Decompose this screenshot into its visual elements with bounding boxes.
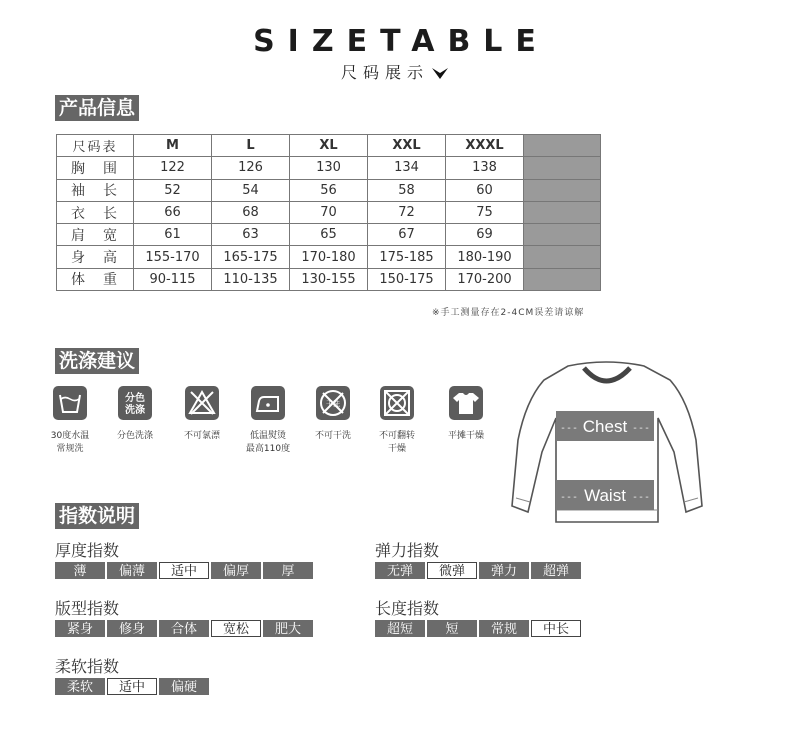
row-label: 衣 长 [57, 201, 134, 223]
page-subtitle [0, 60, 790, 83]
index-option-selected: 微弹 [427, 562, 477, 579]
table-cell: 56 [290, 179, 368, 201]
svg-text:干洗: 干洗 [326, 400, 340, 408]
low-iron-icon [250, 385, 286, 421]
table-cell: 63 [212, 224, 290, 246]
table-row [57, 201, 601, 223]
svg-text:---: --- [632, 423, 651, 434]
table-cell: 110-135 [212, 268, 290, 290]
waist-label: Waist [584, 486, 626, 505]
table-cell: 66 [134, 201, 212, 223]
wash-item [238, 385, 298, 456]
table-shade-cell [524, 224, 601, 246]
table-cell: 180-190 [446, 246, 524, 268]
index-option: 短 [427, 620, 477, 637]
table-cell: 75 [446, 201, 524, 223]
row-label: 身 高 [57, 246, 134, 268]
table-cell: 52 [134, 179, 212, 201]
table-note: ※手工测量存在2-4CM误差请谅解 [432, 308, 585, 318]
index-option: 弹力 [479, 562, 529, 579]
index-title: 长度指数 [375, 599, 440, 618]
table-cell: 175-185 [368, 246, 446, 268]
table-cell: 155-170 [134, 246, 212, 268]
wash-item [367, 385, 427, 456]
table-shade-cell [524, 179, 601, 201]
page-title: SIZETABLE [253, 24, 549, 59]
svg-text:---: --- [560, 423, 579, 434]
flat-dry-icon [448, 385, 484, 421]
wash-item [172, 385, 232, 443]
wash-label: 平摊干燥 [447, 431, 484, 441]
table-cell: 61 [134, 224, 212, 246]
index-title: 柔软指数 [55, 657, 120, 676]
size-header: XXXL [446, 135, 524, 157]
table-row [57, 179, 601, 201]
size-table [56, 134, 601, 291]
wash-item [40, 385, 100, 456]
index-scale [375, 620, 583, 637]
subtitle-text: 尺码展示 [340, 63, 429, 82]
wash-item [105, 385, 165, 443]
size-header: L [212, 135, 290, 157]
svg-text:---: --- [632, 492, 651, 503]
table-cell: 130 [290, 157, 368, 179]
table-corner: 尺码表 [57, 135, 134, 157]
table-cell: 67 [368, 224, 446, 246]
size-header: XL [290, 135, 368, 157]
table-shade-cell [524, 268, 601, 290]
index-option: 厚 [263, 562, 313, 579]
wash-label: 分色洗涤 [116, 431, 153, 441]
table-cell: 170-180 [290, 246, 368, 268]
wash-label: 不可氯漂 [183, 431, 220, 441]
wash-30-icon [52, 385, 88, 421]
table-header-row [57, 135, 601, 157]
row-label: 肩 宽 [57, 224, 134, 246]
table-cell: 170-200 [446, 268, 524, 290]
index-option-selected: 中长 [531, 620, 581, 637]
table-cell: 68 [212, 201, 290, 223]
table-cell: 69 [446, 224, 524, 246]
chevron-down-icon [431, 67, 449, 81]
table-cell: 165-175 [212, 246, 290, 268]
index-option-selected: 适中 [107, 678, 157, 695]
table-cell: 134 [368, 157, 446, 179]
table-cell: 58 [368, 179, 446, 201]
size-header: M [134, 135, 212, 157]
index-option: 紧身 [55, 620, 105, 637]
table-row [57, 246, 601, 268]
table-cell: 60 [446, 179, 524, 201]
index-option: 常规 [479, 620, 529, 637]
table-row [57, 268, 601, 290]
separate-wash-icon [117, 385, 153, 421]
table-shade-cell [524, 135, 601, 157]
svg-text:---: --- [560, 492, 579, 503]
wash-label: 不可干洗 [314, 431, 351, 441]
index-option: 偏薄 [107, 562, 157, 579]
index-option: 柔软 [55, 678, 105, 695]
svg-text:洗涤: 洗涤 [125, 405, 145, 416]
index-scale [55, 678, 211, 695]
index-option: 无弹 [375, 562, 425, 579]
wash-item [303, 385, 363, 443]
table-shade-cell [524, 157, 601, 179]
section-title-wash: 洗涤建议 [55, 348, 139, 374]
index-title: 版型指数 [55, 599, 120, 618]
table-cell: 130-155 [290, 268, 368, 290]
table-cell: 54 [212, 179, 290, 201]
table-cell: 65 [290, 224, 368, 246]
index-option: 薄 [55, 562, 105, 579]
index-option: 超短 [375, 620, 425, 637]
index-option: 偏厚 [211, 562, 261, 579]
table-shade-cell [524, 201, 601, 223]
section-title-index: 指数说明 [55, 503, 139, 529]
index-title: 弹力指数 [375, 541, 440, 560]
section-title-product: 产品信息 [55, 95, 139, 121]
wash-label: 不可翻转 干燥 [378, 431, 415, 454]
index-title: 厚度指数 [55, 541, 120, 560]
index-option: 偏硬 [159, 678, 209, 695]
table-cell: 138 [446, 157, 524, 179]
table-cell: 122 [134, 157, 212, 179]
index-option: 修身 [107, 620, 157, 637]
table-row [57, 157, 601, 179]
index-scale [375, 562, 583, 579]
wash-label: 低温熨烫 最高110度 [245, 431, 291, 454]
row-label: 袖 长 [57, 179, 134, 201]
table-cell: 90-115 [134, 268, 212, 290]
index-option-selected: 宽松 [211, 620, 261, 637]
row-label: 体 重 [57, 268, 134, 290]
index-option: 肥大 [263, 620, 313, 637]
index-scale [55, 562, 315, 579]
table-cell: 72 [368, 201, 446, 223]
index-option: 合体 [159, 620, 209, 637]
index-scale [55, 620, 315, 637]
wash-label: 30度水温 常规洗 [50, 431, 90, 454]
table-shade-cell [524, 246, 601, 268]
chest-label: Chest [582, 417, 628, 436]
table-cell: 70 [290, 201, 368, 223]
row-label: 胸 围 [57, 157, 134, 179]
no-tumble-dry-icon [379, 385, 415, 421]
no-bleach-icon [184, 385, 220, 421]
table-cell: 150-175 [368, 268, 446, 290]
table-row [57, 224, 601, 246]
no-dry-clean-icon [315, 385, 351, 421]
index-option: 超弹 [531, 562, 581, 579]
size-header: XXL [368, 135, 446, 157]
index-option-selected: 适中 [159, 562, 209, 579]
sweater-diagram [508, 360, 704, 528]
wash-item [436, 385, 496, 443]
svg-text:分色: 分色 [125, 393, 145, 404]
table-cell: 126 [212, 157, 290, 179]
